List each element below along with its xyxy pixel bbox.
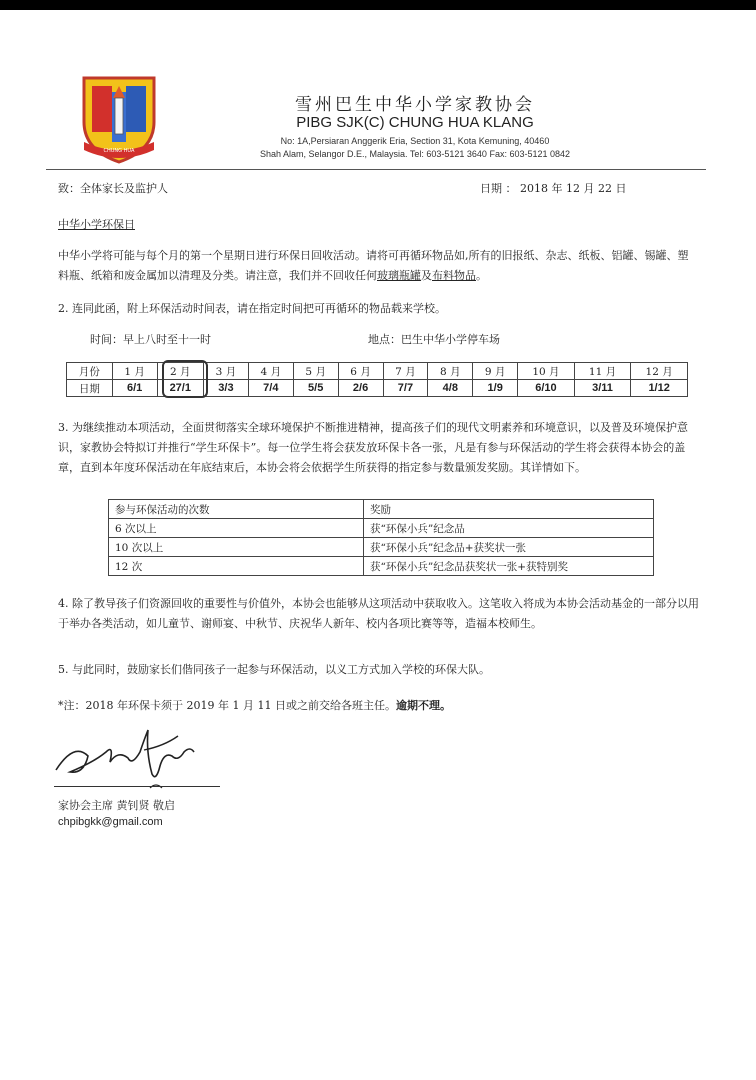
date-cell: 7/7 <box>383 380 428 397</box>
month-cell: 11 月 <box>574 363 631 380</box>
month-cell: 1 月 <box>112 363 157 380</box>
month-cell: 2 月 <box>157 363 203 380</box>
school-address-line-2: Shah Alam, Selangor D.E., Malaysia. Tel: 603-5121 3640 Fax: 603-5121 0842 <box>259 149 571 159</box>
date-cell: 2/6 <box>338 380 383 397</box>
date-cell: 1/9 <box>473 380 518 397</box>
date-cell: 1/12 <box>631 380 688 397</box>
chairman-title: 家协会主席 黄钊贤 敬启 <box>58 799 175 812</box>
date-cell: 27/1 <box>157 380 203 397</box>
letter-recipient: 致：全体家长及监护人 <box>58 182 168 195</box>
date-cell: 3/3 <box>204 380 249 397</box>
month-cell: 8 月 <box>428 363 473 380</box>
school-address-line-1: No: 1A,Persiaran Anggerik Eria, Section 31, Kota Kemuning, 40460 <box>280 136 550 146</box>
reward-count-cell: 12 次 <box>109 557 364 576</box>
top-black-bar <box>0 0 756 10</box>
month-cell: 4 月 <box>248 363 293 380</box>
paragraph-1-end: 。 <box>476 269 487 282</box>
date-cell: 3/11 <box>574 380 631 397</box>
paragraph-4: 4. 除了教导孩子们资源回收的重要性与价值外，本协会也能够从这项活动中获取收入。这笔收入将成为本协会活动基金的一部分以用于举办各类活动，如儿童节、谢师宴、中秋节、庆祝华人新年、校内各项比赛等等，造福本校师生。 <box>58 597 699 630</box>
paragraph-1 <box>58 246 698 286</box>
paragraph-1-text: 中华小学将可能与每个月的第一个星期日进行环保日回收活动。请将可再循环物品如,所有的旧报纸、杂志、纸板、铝罐、锡罐、塑料瓶、纸箱和废金属加以清理及分类。请注意，我们并不回收任何 <box>58 249 689 282</box>
deadline-note <box>58 696 703 716</box>
activity-location: 地点：巴生中华小学停车场 <box>368 333 500 346</box>
date-cell: 7/4 <box>248 380 293 397</box>
reward-header-count: 参与环保活动的次数 <box>109 500 364 519</box>
glass-items-text: 玻璃瓶罐 <box>377 269 421 282</box>
reward-cell: 获“环保小兵”纪念品 <box>364 519 654 538</box>
school-crest-logo <box>78 72 160 164</box>
month-cell: 12 月 <box>631 363 688 380</box>
table-row <box>109 557 654 576</box>
reward-cell: 获“环保小兵”纪念品+获奖状一张 <box>364 538 654 557</box>
month-cell: 10 月 <box>518 363 575 380</box>
reward-cell: 获“环保小兵”纪念品获奖状一张+获特别奖 <box>364 557 654 576</box>
month-cell: 7 月 <box>383 363 428 380</box>
highlight-box-february <box>162 360 208 398</box>
paragraph-2: 2. 连同此函，附上环保活动时间表，请在指定时间把可再循环的物品载来学校。 <box>58 302 446 315</box>
date-row-label: 日期 <box>67 380 113 397</box>
month-row-label: 月份 <box>67 363 113 380</box>
school-name-chinese: 雪州巴生中华小学家教协会 <box>295 95 535 115</box>
month-cell: 3 月 <box>204 363 249 380</box>
month-cell: 6 月 <box>338 363 383 380</box>
school-name-english: PIBG SJK(C) CHUNG HUA KLANG <box>296 114 534 131</box>
schedule-date-row <box>67 380 688 397</box>
note-emphasis: 逾期不理。 <box>395 699 451 712</box>
chairman-signature <box>44 722 224 794</box>
letter-date: 日期 ： 2018 年 12 月 22 日 <box>480 182 627 195</box>
reward-header-row <box>109 500 654 519</box>
table-row <box>109 538 654 557</box>
letter-title: 中华小学环保日 <box>58 218 135 231</box>
date-cell: 6/1 <box>112 380 157 397</box>
contact-email[interactable]: chpibgkk@gmail.com <box>58 816 163 828</box>
date-cell: 6/10 <box>518 380 575 397</box>
paragraph-3: 3. 为继续推动本项活动，全面贯彻落实全球环境保护不断推进精神，提高孩子们的现代文明素养和环境意识，以及普及环境保护意识，家教协会特拟订并推行“学生环保卡”。每一位学生将会获发放环保卡各一张，凡是有参与环保活动的学生将会获得本协会的盖章，直到本年度环保活动在年底结束后，本协会将会依据学生所获得的指定参与数量颁发奖励。其详情如下。 <box>58 421 688 474</box>
and-text: 及 <box>421 269 432 282</box>
date-cell: 5/5 <box>293 380 338 397</box>
crest-ribbon-text: CHUNG HUA <box>103 148 135 154</box>
reward-header-reward: 奖励 <box>364 500 654 519</box>
paragraph-5: 5. 与此同时，鼓励家长们偕同孩子一起参与环保活动，以义工方式加入学校的环保大队。 <box>58 663 490 676</box>
schedule-month-row <box>67 363 688 380</box>
header-divider <box>46 169 706 170</box>
schedule-table <box>66 362 688 397</box>
table-row <box>109 519 654 538</box>
reward-count-cell: 10 次以上 <box>109 538 364 557</box>
cloth-items-text: 布料物品 <box>432 269 476 282</box>
month-cell: 5 月 <box>293 363 338 380</box>
activity-time: 时间：早上八时至十一时 <box>90 333 211 346</box>
reward-table <box>108 499 654 576</box>
date-cell: 4/8 <box>428 380 473 397</box>
reward-count-cell: 6 次以上 <box>109 519 364 538</box>
signature-line <box>54 786 220 787</box>
note-text: *注：2018 年环保卡须于 2019 年 1 月 11 日或之前交给各班主任。 <box>58 699 396 712</box>
month-cell: 9 月 <box>473 363 518 380</box>
